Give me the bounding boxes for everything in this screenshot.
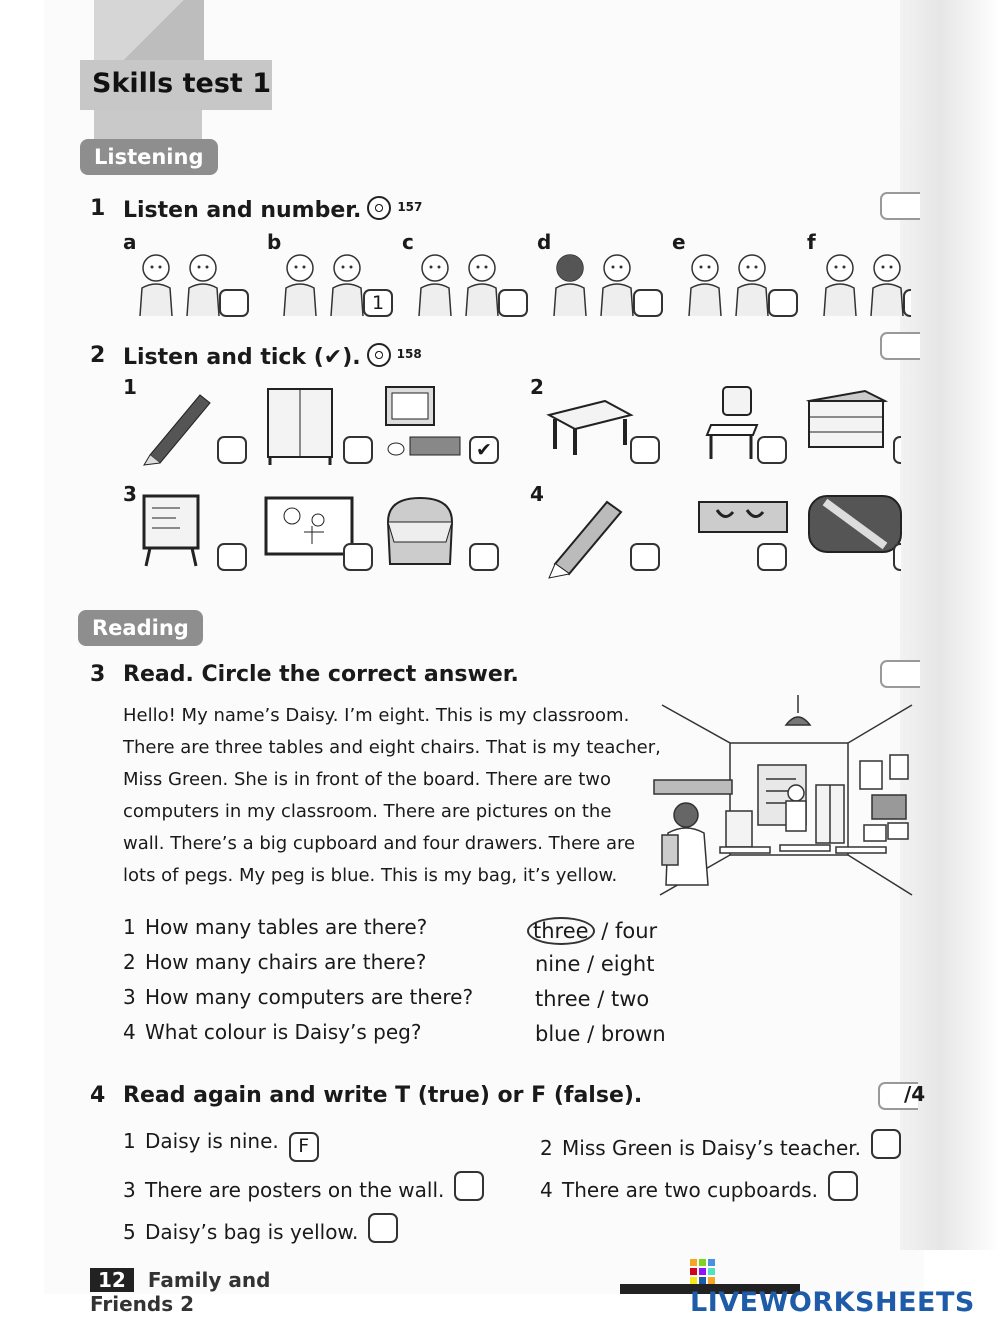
true-false-box[interactable] bbox=[828, 1171, 858, 1201]
statement-number: 4 bbox=[540, 1178, 553, 1202]
task1-answer-box[interactable]: 1 bbox=[363, 289, 393, 317]
question-number: 1 bbox=[123, 915, 136, 939]
answer-options bbox=[527, 917, 657, 945]
passage-line: Miss Green. She is in front of the board. There are two bbox=[123, 769, 612, 790]
page-edge-shadow bbox=[900, 0, 1000, 1250]
question-item bbox=[123, 950, 426, 974]
true-false-box[interactable] bbox=[368, 1213, 398, 1243]
question-item bbox=[123, 915, 427, 939]
task2-group-number: 4 bbox=[530, 482, 544, 506]
statement-item bbox=[123, 1171, 484, 1202]
statement-item bbox=[123, 1213, 398, 1244]
answer-option[interactable]: blue bbox=[535, 1022, 581, 1046]
task2-drawers-picture bbox=[805, 385, 905, 473]
statement-text: Daisy’s bag is yellow. bbox=[145, 1220, 359, 1244]
task2-tick-box[interactable] bbox=[343, 436, 373, 464]
task1-number: 1 bbox=[90, 196, 106, 221]
task2-tick-box[interactable] bbox=[217, 543, 247, 571]
task2-tick-box[interactable] bbox=[217, 436, 247, 464]
page-title: Skills test 1 bbox=[92, 68, 272, 99]
statement-number: 3 bbox=[123, 1178, 136, 1202]
task2-title bbox=[123, 343, 422, 370]
task2-number: 2 bbox=[90, 343, 106, 368]
task1-letter: e bbox=[672, 230, 686, 254]
task4-title: Read again and write T (true) or F (false). bbox=[123, 1083, 643, 1108]
task2-bag-picture bbox=[380, 492, 480, 580]
task1-answer-box[interactable] bbox=[768, 289, 798, 317]
classroom-illustration bbox=[650, 695, 912, 900]
task1-answer-box[interactable] bbox=[219, 289, 249, 317]
passage-line: lots of pegs. My peg is blue. This is my bag, it’s yellow. bbox=[123, 865, 618, 886]
question-text: How many computers are there? bbox=[145, 985, 474, 1009]
answer-option[interactable]: eight bbox=[600, 952, 655, 976]
liveworksheets-text: LIVEWORKSHEETS bbox=[690, 1287, 975, 1318]
question-text: What colour is Daisy’s peg? bbox=[145, 1020, 422, 1044]
listening-tab: Listening bbox=[80, 139, 218, 175]
logo-squares-icon bbox=[690, 1259, 716, 1283]
statement-number: 5 bbox=[123, 1220, 136, 1244]
task2-tick-box[interactable] bbox=[893, 543, 901, 571]
answer-separator: / bbox=[580, 1022, 601, 1046]
answer-options bbox=[535, 987, 649, 1011]
task1-title bbox=[123, 196, 422, 223]
footer bbox=[90, 1268, 320, 1316]
book-title: Family and Friends 2 bbox=[90, 1268, 271, 1316]
statement-text: There are posters on the wall. bbox=[145, 1178, 445, 1202]
task2-title-text: Listen and tick (✔). bbox=[123, 345, 361, 370]
question-number: 4 bbox=[123, 1020, 136, 1044]
statement-item bbox=[540, 1171, 858, 1202]
answer-option[interactable]: three bbox=[527, 917, 595, 945]
task2-tick-box[interactable] bbox=[630, 543, 660, 571]
statement-item bbox=[123, 1129, 319, 1162]
question-number: 3 bbox=[123, 985, 136, 1009]
task3-title: Read. Circle the correct answer. bbox=[123, 662, 519, 687]
answer-option[interactable]: three bbox=[535, 987, 591, 1011]
task1-answer-box[interactable] bbox=[633, 289, 663, 317]
true-false-box[interactable] bbox=[871, 1129, 901, 1159]
passage-line: computers in my classroom. There are pictures on the bbox=[123, 801, 612, 822]
question-item bbox=[123, 1020, 421, 1044]
statement-text: There are two cupboards. bbox=[562, 1178, 819, 1202]
answer-options bbox=[535, 952, 654, 976]
task1-picture bbox=[815, 242, 895, 320]
reading-passage bbox=[123, 700, 663, 892]
task1-letter: c bbox=[402, 230, 414, 254]
statement-number: 2 bbox=[540, 1136, 553, 1160]
answer-separator: / bbox=[580, 952, 601, 976]
task2-pencil-case-picture bbox=[805, 492, 905, 580]
statement-text: Daisy is nine. bbox=[145, 1129, 279, 1153]
true-false-box[interactable]: F bbox=[289, 1132, 319, 1162]
true-false-box[interactable] bbox=[454, 1171, 484, 1201]
question-text: How many chairs are there? bbox=[145, 950, 427, 974]
task1-track: 157 bbox=[397, 200, 423, 214]
question-number: 2 bbox=[123, 950, 136, 974]
statement-text: Miss Green is Daisy’s teacher. bbox=[562, 1136, 861, 1160]
answer-options bbox=[535, 1022, 666, 1046]
passage-line: There are three tables and eight chairs. That is my teacher, bbox=[123, 737, 661, 758]
task3-score-box bbox=[880, 660, 920, 688]
page-number: 12 bbox=[90, 1268, 134, 1292]
passage-line: Hello! My name’s Daisy. I’m eight. This is my classroom. bbox=[123, 705, 630, 726]
task2-score-box bbox=[880, 332, 920, 360]
task1-answer-box[interactable] bbox=[903, 289, 911, 317]
task2-group-number: 1 bbox=[123, 375, 137, 399]
task2-group-number: 2 bbox=[530, 375, 544, 399]
task2-tick-box[interactable] bbox=[630, 436, 660, 464]
answer-option[interactable]: nine bbox=[535, 952, 581, 976]
passage-line: wall. There’s a big cupboard and four drawers. There are bbox=[123, 833, 636, 854]
task2-track: 158 bbox=[396, 347, 422, 361]
task4-number: 4 bbox=[90, 1083, 106, 1108]
answer-option[interactable]: four bbox=[615, 919, 658, 943]
task1-letter: d bbox=[537, 230, 552, 254]
task1-letter: b bbox=[267, 230, 282, 254]
task1-title-text: Listen and number. bbox=[123, 198, 362, 223]
reading-tab: Reading bbox=[78, 610, 203, 646]
liveworksheets-logo[interactable] bbox=[690, 1256, 1000, 1318]
answer-option[interactable]: brown bbox=[600, 1022, 666, 1046]
task2-tick-box[interactable]: ✔ bbox=[469, 436, 499, 464]
task2-group-number: 3 bbox=[123, 482, 137, 506]
task1-letter: a bbox=[123, 230, 137, 254]
task2-tick-box[interactable] bbox=[757, 436, 787, 464]
statement-item bbox=[540, 1129, 901, 1160]
statement-number: 1 bbox=[123, 1129, 136, 1153]
cd-icon[interactable] bbox=[367, 343, 391, 367]
question-item bbox=[123, 985, 473, 1009]
task2-tick-box[interactable] bbox=[469, 543, 499, 571]
answer-separator: / bbox=[594, 919, 615, 943]
answer-separator: / bbox=[590, 987, 611, 1011]
task1-answer-box[interactable] bbox=[498, 289, 528, 317]
task2-tick-box[interactable] bbox=[893, 436, 901, 464]
question-text: How many tables are there? bbox=[145, 915, 428, 939]
cd-icon[interactable] bbox=[367, 196, 391, 220]
task4-score: /4 bbox=[904, 1082, 926, 1106]
task1-letter: f bbox=[807, 230, 816, 254]
task3-number: 3 bbox=[90, 662, 106, 687]
answer-option[interactable]: two bbox=[611, 987, 650, 1011]
task1-score-box bbox=[880, 192, 920, 220]
task2-computer-picture bbox=[380, 385, 480, 473]
task2-tick-box[interactable] bbox=[757, 543, 787, 571]
task2-tick-box[interactable] bbox=[343, 543, 373, 571]
